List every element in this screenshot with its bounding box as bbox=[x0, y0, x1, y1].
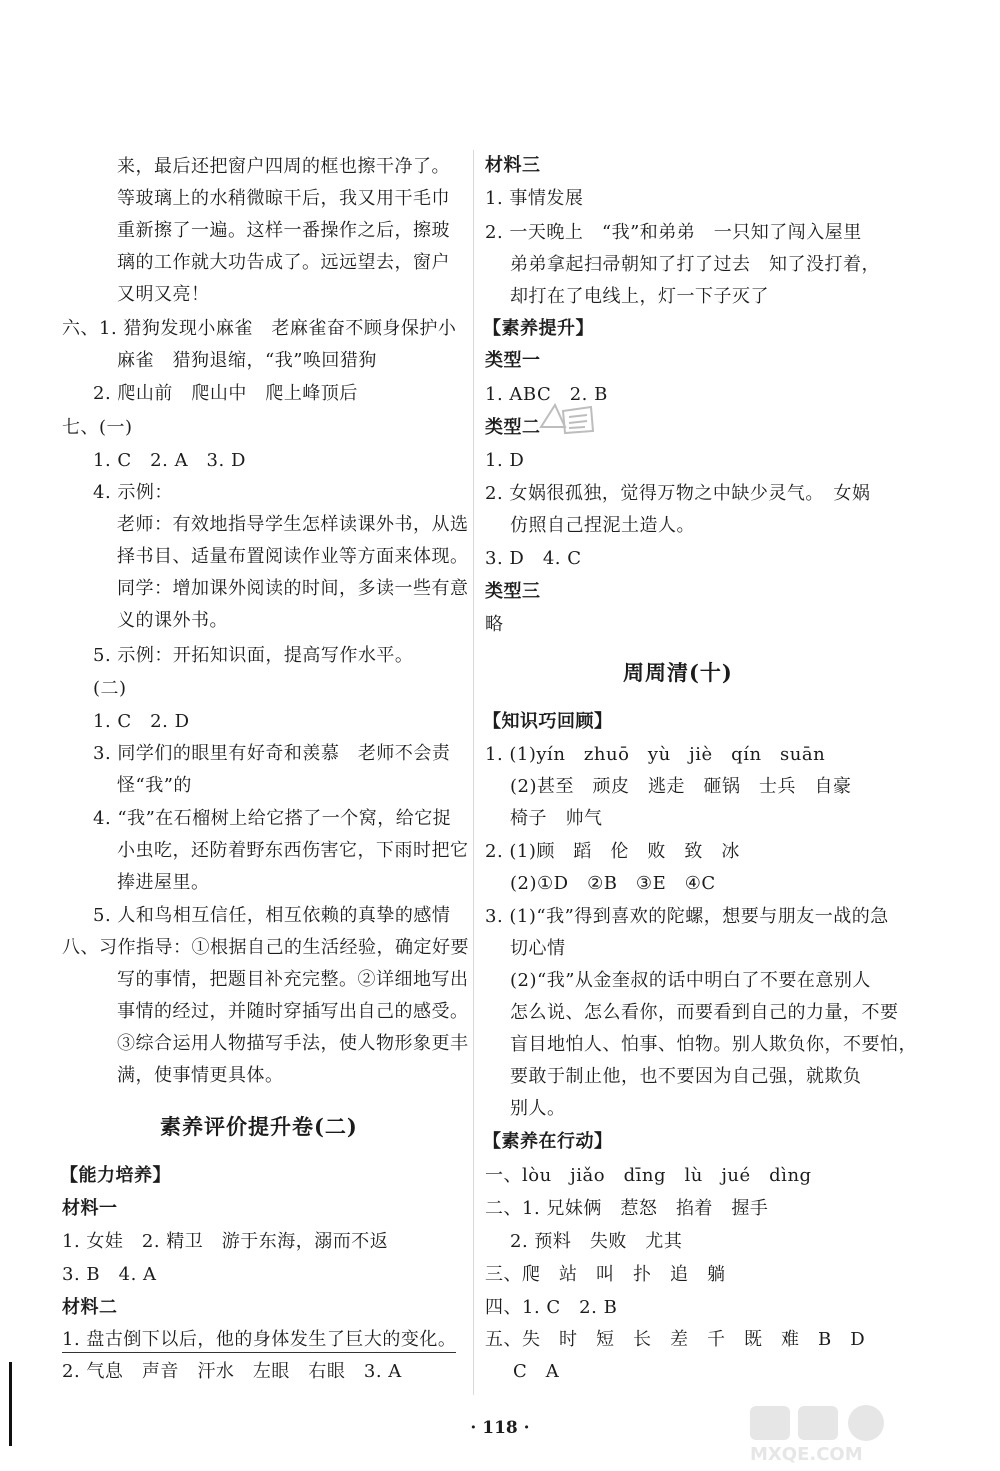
text-line: 3. D 4. C bbox=[485, 548, 582, 569]
text-line: 六、1. 猎狗发现小麻雀 老麻雀奋不顾身保护小 bbox=[62, 318, 457, 339]
text-line: 椅子 帅气 bbox=[510, 808, 603, 829]
text-line: (二) bbox=[93, 678, 127, 699]
underlined-answer: 1. 盘古倒下以后，他的身体发生了巨大的变化。 bbox=[62, 1329, 456, 1353]
text-line: 一、lòu jiǎo dīng lù jué dìng bbox=[485, 1165, 812, 1186]
text-line: 麻雀 猎狗退缩，“我”唤回猎狗 bbox=[117, 350, 377, 371]
text-line: 2. 女娲很孤独，觉得万物之中缺少灵气。 女娲 bbox=[485, 483, 871, 504]
text-line: 捧进屋里。 bbox=[117, 872, 210, 893]
subsection-label: 材料二 bbox=[62, 1297, 118, 1318]
section-title: 素养评价提升卷(二) bbox=[160, 1114, 358, 1139]
text-line: 1. C 2. D bbox=[93, 711, 190, 732]
text-line: 2. 爬山前 爬山中 爬上峰顶后 bbox=[93, 383, 358, 404]
text-line: 来，最后还把窗户四周的框也擦干净了。 bbox=[117, 156, 450, 177]
text-line: 同学：增加课外阅读的时间，多读一些有意 bbox=[117, 578, 469, 599]
page-number: · 118 · bbox=[470, 1418, 530, 1438]
section-heading: 【能力培养】 bbox=[60, 1165, 171, 1186]
text-line: 1. D bbox=[485, 450, 525, 471]
text-line: 四、1. C 2. B bbox=[485, 1297, 618, 1318]
subsection-label: 类型一 bbox=[485, 350, 541, 371]
text-line: 五、失 时 短 长 差 千 既 难 B D bbox=[485, 1329, 866, 1350]
text-line: ③综合运用人物描写手法，使人物形象更丰 bbox=[117, 1033, 469, 1054]
section-heading: 【知识巧回顾】 bbox=[483, 711, 613, 732]
text-line: 怪“我”的 bbox=[117, 775, 192, 796]
text-line: (2)“我”从金奎叔的话中明白了不要在意别人 bbox=[510, 970, 871, 991]
text-line bbox=[62, 1329, 456, 1351]
text-line: (2)①D ②B ③E ④C bbox=[510, 873, 716, 894]
text-line: 2. 预料 失败 尤其 bbox=[510, 1231, 683, 1252]
text-line: 盲目地怕人、怕事、怕物。别人欺负你，不要怕， bbox=[510, 1034, 917, 1055]
text-line: 5. 人和鸟相互信任，相互依赖的真挚的感情 bbox=[93, 905, 451, 926]
stamp-mark bbox=[535, 397, 597, 437]
text-line: 3. 同学们的眼里有好奇和羡慕 老师不会责 bbox=[93, 743, 451, 764]
watermark-url: MXQE.COM bbox=[750, 1444, 863, 1464]
text-line: 弟弟拿起扫帚朝知了打了过去 知了没打着， bbox=[510, 254, 880, 275]
text-line: 2. 气息 声音 汗水 左眼 右眼 3. A bbox=[62, 1361, 402, 1382]
text-line: 又明又亮！ bbox=[117, 284, 210, 305]
watermark-logo bbox=[740, 1400, 980, 1464]
text-line: 切心情 bbox=[510, 938, 566, 959]
subsection-label: 材料一 bbox=[62, 1198, 118, 1219]
column-divider bbox=[473, 150, 474, 1395]
text-line: 3. (1)“我”得到喜欢的陀螺，想要与朋友一战的急 bbox=[485, 906, 889, 927]
text-line: 1. ABC 2. B bbox=[485, 384, 608, 405]
section-heading: 【素养提升】 bbox=[483, 318, 594, 339]
text-line: 重新擦了一遍。这样一番操作之后，擦玻 bbox=[117, 220, 450, 241]
text-line: 义的课外书。 bbox=[117, 610, 228, 631]
text-line: 别人。 bbox=[510, 1098, 566, 1119]
subsection-label: 材料三 bbox=[485, 155, 541, 176]
subsection-label: 类型二 bbox=[485, 417, 541, 438]
text-line: 1. 女娃 2. 精卫 游于东海，溺而不返 bbox=[62, 1231, 389, 1252]
section-title: 周周清(十) bbox=[623, 660, 733, 685]
text-line: 略 bbox=[485, 614, 504, 635]
text-line: C A bbox=[513, 1361, 560, 1382]
text-line: 七、(一) bbox=[62, 417, 133, 438]
text-line: 事情的经过，并随时穿插写出自己的感受。 bbox=[117, 1001, 469, 1022]
text-line: 怎么说、怎么看你，而要看到自己的力量，不要 bbox=[510, 1002, 899, 1023]
text-line: 八、习作指导：①根据自己的生活经验，确定好要 bbox=[62, 937, 469, 958]
text-line: 二、1. 兄妹俩 惹怒 掐着 握手 bbox=[485, 1198, 769, 1219]
text-line: 老师：有效地指导学生怎样读课外书，从选 bbox=[117, 514, 469, 535]
text-line: 三、爬 站 叫 扑 追 躺 bbox=[485, 1264, 726, 1285]
section-heading: 【素养在行动】 bbox=[483, 1131, 613, 1152]
text-line: 4. 示例： bbox=[93, 482, 173, 503]
text-line: 2. 一天晚上 “我”和弟弟 一只知了闯入屋里 bbox=[485, 222, 862, 243]
text-line: 璃的工作就大功告成了。远远望去，窗户 bbox=[117, 252, 450, 273]
text-line: 择书目、适量布置阅读作业等方面来体现。 bbox=[117, 546, 469, 567]
text-line: 小虫吃，还防着野东西伤害它，下雨时把它 bbox=[117, 840, 469, 861]
text-line: 写的事情，把题目补充完整。②详细地写出 bbox=[117, 969, 469, 990]
text-line: 1. 事情发展 bbox=[485, 188, 584, 209]
text-line: 5. 示例：开拓知识面，提高写作水平。 bbox=[93, 645, 414, 666]
text-line: 3. B 4. A bbox=[62, 1264, 157, 1285]
text-line: 4. “我”在石榴树上给它搭了一个窝，给它捉 bbox=[93, 808, 452, 829]
text-line: (2)甚至 顽皮 逃走 砸锅 士兵 自豪 bbox=[510, 776, 852, 797]
text-line: 仿照自己捏泥土造人。 bbox=[510, 515, 695, 536]
text-line: 2. (1)顾 蹈 伦 败 致 冰 bbox=[485, 841, 740, 862]
text-line: 1. (1)yín zhuō yù jiè qín suān bbox=[485, 744, 826, 765]
text-line: 1. C 2. A 3. D bbox=[93, 450, 246, 471]
text-line: 却打在了电线上，灯一下子灭了 bbox=[510, 286, 769, 307]
text-line: 满，使事情更具体。 bbox=[117, 1065, 284, 1086]
text-line: 要敢于制止他，也不要因为自己强，就欺负 bbox=[510, 1066, 862, 1087]
text-line: 等玻璃上的水稍微晾干后，我又用干毛巾 bbox=[117, 188, 450, 209]
subsection-label: 类型三 bbox=[485, 581, 541, 602]
